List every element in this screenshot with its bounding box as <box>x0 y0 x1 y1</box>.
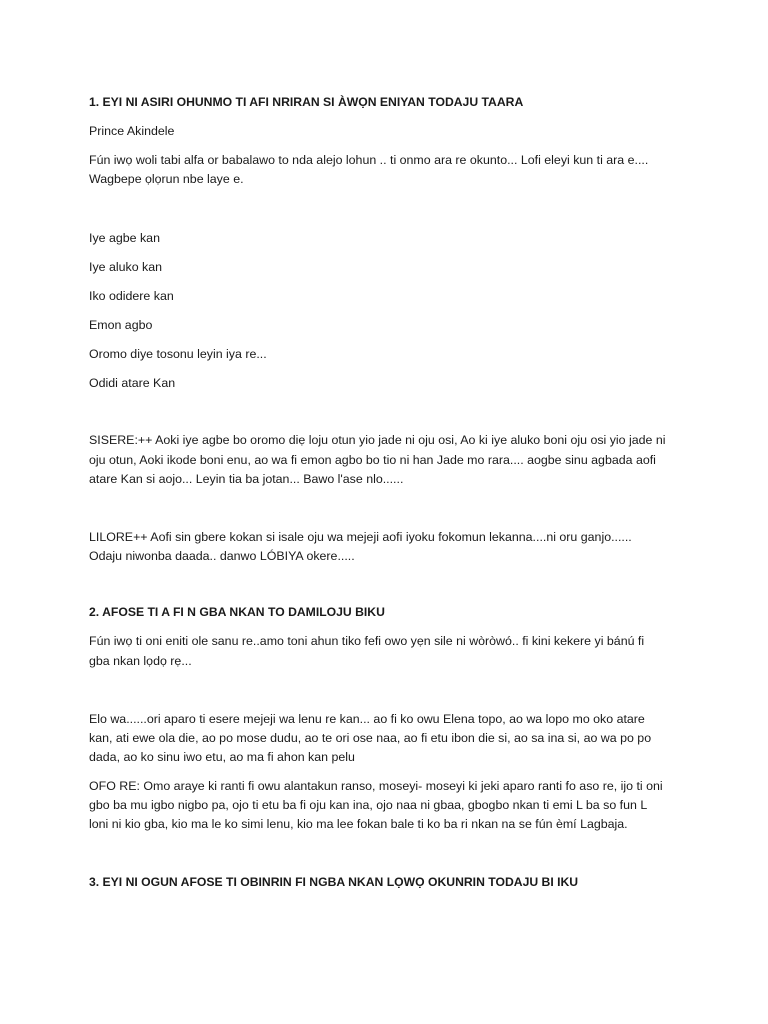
lilore-line-2: Odaju niwonba daada.. danwo LÓBIYA okere..... <box>89 549 355 563</box>
ofo-line-3: loni ni kio gba, kio ma le ko simi lenu, kio ma lee fokan bale ti ko ba ri nkan na se fún èmí Lagbaja. <box>89 817 628 831</box>
ingredient-item: Iko odidere kan <box>89 289 174 303</box>
ofo-line-1: OFO RE: Omo araye ki ranti fi owu alantakun ranso, moseyi- moseyi ki jeki aparo ranti fo aso re, ijo ti oni <box>89 779 663 793</box>
section-heading-3: 3. EYI NI OGUN AFOSE TI OBINRIN FI NGBA NKAN LỌWỌ OKUNRIN TODAJU BI IKU <box>89 875 579 889</box>
ingredient-item: Odidi atare Kan <box>89 376 176 390</box>
sisere-line-1: SISERE:++ Aoki iye agbe bo oromo diẹ loju otun yio jade ni oju osi, Ao ki iye aluko boni oju osi yio jade ni <box>89 433 666 447</box>
ingredient-item: Emon agbo <box>89 318 153 332</box>
intro-line-2: Wagbepe ọlọrun nbe laye e. <box>89 172 244 186</box>
para2-line-1: Fún iwọ ti oni eniti ole sanu re..amo toni ahun tiko fefi owo yẹn sile ni wòròwó.. fi kini kekere yi bánú fi <box>89 634 645 648</box>
ofo-line-2: gbo ba mu igbo nigbo pa, ojo ti etu ba fi oju kan ina, ojo naa ni gbaa, gbogbo nkan ti emi L ba so fun L <box>89 798 648 812</box>
sisere-line-3: atare Kan si aojo... Leyin tia ba jotan... Bawo l'ase nlo...... <box>89 472 404 486</box>
elo-line-2: kan, ati ewe ola die, ao po mose dudu, ao te ori ose naa, ao fi etu ibon die si, ao sa ina si, ao wa po po <box>89 731 652 745</box>
author-line: Prince Akindele <box>89 124 175 138</box>
section-heading-1: 1. EYI NI ASIRI OHUNMO TI AFI NRIRAN SI ÀWỌN ENIYAN TODAJU TAARA <box>89 95 524 109</box>
para2-line-2: gba nkan lọdọ rẹ... <box>89 654 192 668</box>
lilore-line-1: LILORE++ Aofi sin gbere kokan si isale oju wa mejeji aofi iyoku fokomun lekanna....ni oru ganjo...... <box>89 530 632 544</box>
elo-line-1: Elo wa......ori aparo ti esere mejeji wa lenu re kan... ao fi ko owu Elena topo, ao wa lopo mo oko atare <box>89 712 645 726</box>
sisere-line-2: oju otun, Aoki ikode boni enu, ao wa fi emon agbo bo tio ni han Jade mo rara.... aogbe sinu agbada aofi <box>89 453 656 467</box>
elo-line-3: dada, ao ko sinu iwo etu, ao ma fi ahon kan pelu <box>89 750 355 764</box>
intro-line-1: Fún iwọ woli tabi alfa or babalawo to nda alejo lohun .. ti onmo ara re okunto... Lofi eleyi kun ti ara e.... <box>89 153 649 167</box>
section-heading-2: 2. AFOSE TI A FI N GBA NKAN TO DAMILOJU BIKU <box>89 605 385 619</box>
ingredient-item: Iye agbe kan <box>89 231 160 245</box>
ingredient-item: Oromo diye tosonu leyin iya re... <box>89 347 267 361</box>
ingredient-item: Iye aluko kan <box>89 260 163 274</box>
